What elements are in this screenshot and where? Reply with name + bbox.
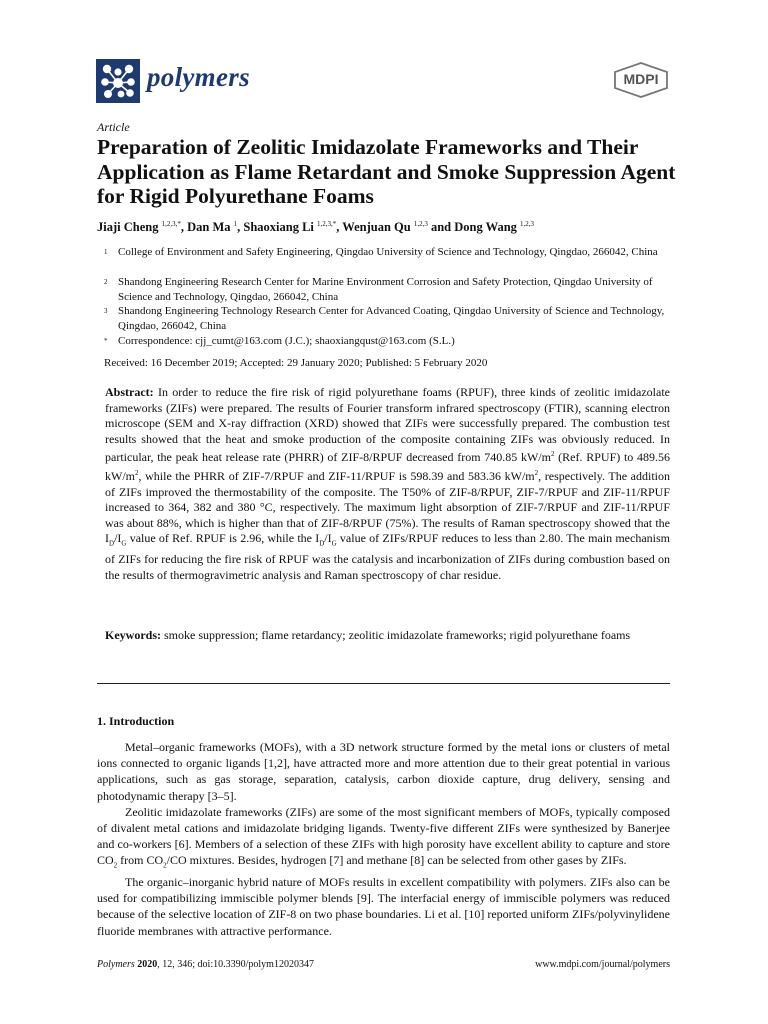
abstract-label: Abstract: xyxy=(105,385,154,399)
author-affiliation-marks: 1,2,3,* xyxy=(317,220,337,228)
superscript: 2 xyxy=(550,450,555,459)
paragraph: Metal–organic frameworks (MOFs), with a 3D network structure formed by the metal ions or clusters of metal ions connected to organic ligands [1,2], have attracted more and more attention due to their great potential in various applications, such as gas storage, separation, catalysis, carbon dioxide capture, drug delivery, sensing and photodynamic therapy [3–5]. xyxy=(97,740,670,803)
keywords xyxy=(105,628,670,644)
affiliation-text: College of Environment and Safety Engineering, Qingdao University of Science and Technology, Qingdao, 266042, China xyxy=(118,246,658,258)
affiliation-number: 3 xyxy=(104,307,108,315)
abstract-text: , while the PHRR of ZIF-7/RPUF and ZIF-11/RPUF is 598.39 and 583.36 kW/m xyxy=(138,468,535,483)
abstract-text: value of Ref. RPUF is 2.96, while the I xyxy=(126,531,320,546)
footer-doi: , 12, 346; doi:10.3390/polym12020347 xyxy=(157,959,314,970)
author-affiliation-marks: 1,2,3 xyxy=(413,220,428,228)
footer-journal: Polymers xyxy=(97,959,135,970)
section-heading: 1. Introduction xyxy=(97,714,175,728)
author-separator: , xyxy=(336,220,343,235)
author-affiliation-marks: 1,2,3 xyxy=(520,220,535,228)
journal-url-link[interactable]: www.mdpi.com/journal/polymers xyxy=(535,959,670,970)
footer-citation xyxy=(97,959,314,970)
author-separator: , xyxy=(237,220,244,235)
abstract-text: value of ZIFs/RPUF reduces to less than 2.80. The main mechanism of ZIFs for reducing the fire risk of RPUF was the catalysis and incarbonization of ZIFs during combustion based on the results of thermogravimetric analysis and Raman spectroscopy of char residue. xyxy=(105,531,670,582)
footer-year: 2020 xyxy=(137,959,158,970)
subscript: 2 xyxy=(113,861,118,870)
subscript: D xyxy=(319,539,325,548)
author-name: Dong Wang xyxy=(454,220,517,235)
affiliation-number: 1 xyxy=(104,248,108,256)
abstract-text: /I xyxy=(114,531,122,546)
affiliation-number: * xyxy=(104,337,108,345)
author-name: Wenjuan Qu xyxy=(342,220,411,235)
affiliation xyxy=(104,245,674,260)
author-name: Jiaji Cheng xyxy=(97,220,159,235)
paragraph xyxy=(97,804,670,874)
publisher-name: MDPI xyxy=(623,71,659,87)
author-affiliation-marks: 1,2,3,* xyxy=(161,220,181,228)
subscript: 2 xyxy=(163,861,167,870)
affiliation-number: 2 xyxy=(104,278,108,286)
author-name: Shaoxiang Li xyxy=(243,220,314,235)
subscript: D xyxy=(109,539,115,548)
abstract-text: /I xyxy=(324,531,332,546)
affiliation xyxy=(104,275,674,304)
correspondence-text: Correspondence: cjj_cumt@163.com (J.C.); shaoxiangqust@163.com (S.L.) xyxy=(118,335,455,347)
correspondence xyxy=(104,334,674,349)
author-affiliation-marks: 1 xyxy=(233,220,238,228)
subscript: G xyxy=(331,539,337,548)
author-name: Dan Ma xyxy=(187,220,231,235)
author-separator: , xyxy=(180,220,188,235)
affiliation-text: Shandong Engineering Technology Research Center for Advanced Coating, Qingdao University of Science and Technology, Qingdao, 266042, China xyxy=(118,305,665,332)
author-list xyxy=(97,220,534,235)
subscript: G xyxy=(121,539,127,548)
paper-title: Preparation of Zeolitic Imidazolate Frameworks and Their Application as Flame Retardant and Smoke Suppression Agent for Rigid Polyurethane Foams xyxy=(97,135,676,208)
mdpi-logo xyxy=(612,62,670,98)
abstract-text: (Ref. RPUF) to 489.56 kW/m xyxy=(105,450,670,483)
article-type: Article xyxy=(97,120,130,134)
section-divider xyxy=(97,683,670,684)
keywords-label: Keywords: xyxy=(105,628,161,642)
paragraph-text: from CO xyxy=(117,853,164,868)
author-separator: and xyxy=(427,220,455,235)
abstract-text: In order to reduce the fire risk of rigid polyurethane foams (RPUF), three kinds of zeolitic imidazolate frameworks (ZIFs) were prepared. The results of Fourier transform infrared spectroscopy (FTIR), scanning electron microscope (SEM and X-ray diffraction (XRD) showed that ZIFs were successfully prepared. The combustion test results showed that the heat and smoke production of the composite containing ZIFs was obviously reduced. In particular, the peak heat release rate (PHRR) of ZIF-8/RPUF decreased from 740.85 kW/m xyxy=(105,385,670,465)
abstract-text: , respectively. The addition of ZIFs improved the thermostability of the composite. The T50% of ZIF-8/RPUF, ZIF-7/RPUF and ZIF-11/RPUF increased to 364, 382 and 380 °C, respectively. The maximum light absorption of ZIF-7/RPUF and ZIF-11/RPUF was about 88%, which is higher than that of ZIF-8/RPUF (75%). The results of Raman spectroscopy showed that the I xyxy=(105,468,670,546)
affiliation-text: Shandong Engineering Research Center for Marine Environment Corrosion and Safety Protection, Qingdao University of Science and Technology, Qingdao, 266042, China xyxy=(118,276,653,303)
paragraph-text: Zeolitic imidazolate frameworks (ZIFs) are some of the most significant members of MOFs, typically composed of divalent metal cations and imidazolate bridging ligands. Twenty-five different ZIFs were synthesized by Banerjee and co-workers [6]. Members of a selection of these ZIFs with high porosity have excellent ability to capture and store CO xyxy=(97,804,670,868)
paragraph: The organic–inorganic hybrid nature of MOFs results in excellent compatibility with polymers. ZIFs also can be used for compatibilizing immiscible polymer blends [9]. The interfacial energy of immiscible polymers was reduced because of the selective location of ZIF-8 on two phase boundaries. Li et al. [10] reported uniform ZIFs/polyvinylidene fluoride membranes with attractive performance. xyxy=(97,875,670,938)
affiliation xyxy=(104,304,674,333)
abstract xyxy=(105,385,670,584)
superscript: 2 xyxy=(135,468,139,477)
polymers-logo-icon xyxy=(96,59,140,103)
received-dates: Received: 16 December 2019; Accepted: 29 January 2020; Published: 5 February 2020 xyxy=(104,357,488,369)
keywords-text: smoke suppression; flame retardancy; zeolitic imidazolate frameworks; rigid polyurethane foams xyxy=(164,628,631,642)
paragraph-text: /CO mixtures. Besides, hydrogen [7] and methane [8] can be selected from other gases by ZIFs. xyxy=(166,853,627,868)
journal-name: polymers xyxy=(147,62,250,92)
superscript: 2 xyxy=(534,468,539,477)
introduction-body xyxy=(97,739,670,939)
